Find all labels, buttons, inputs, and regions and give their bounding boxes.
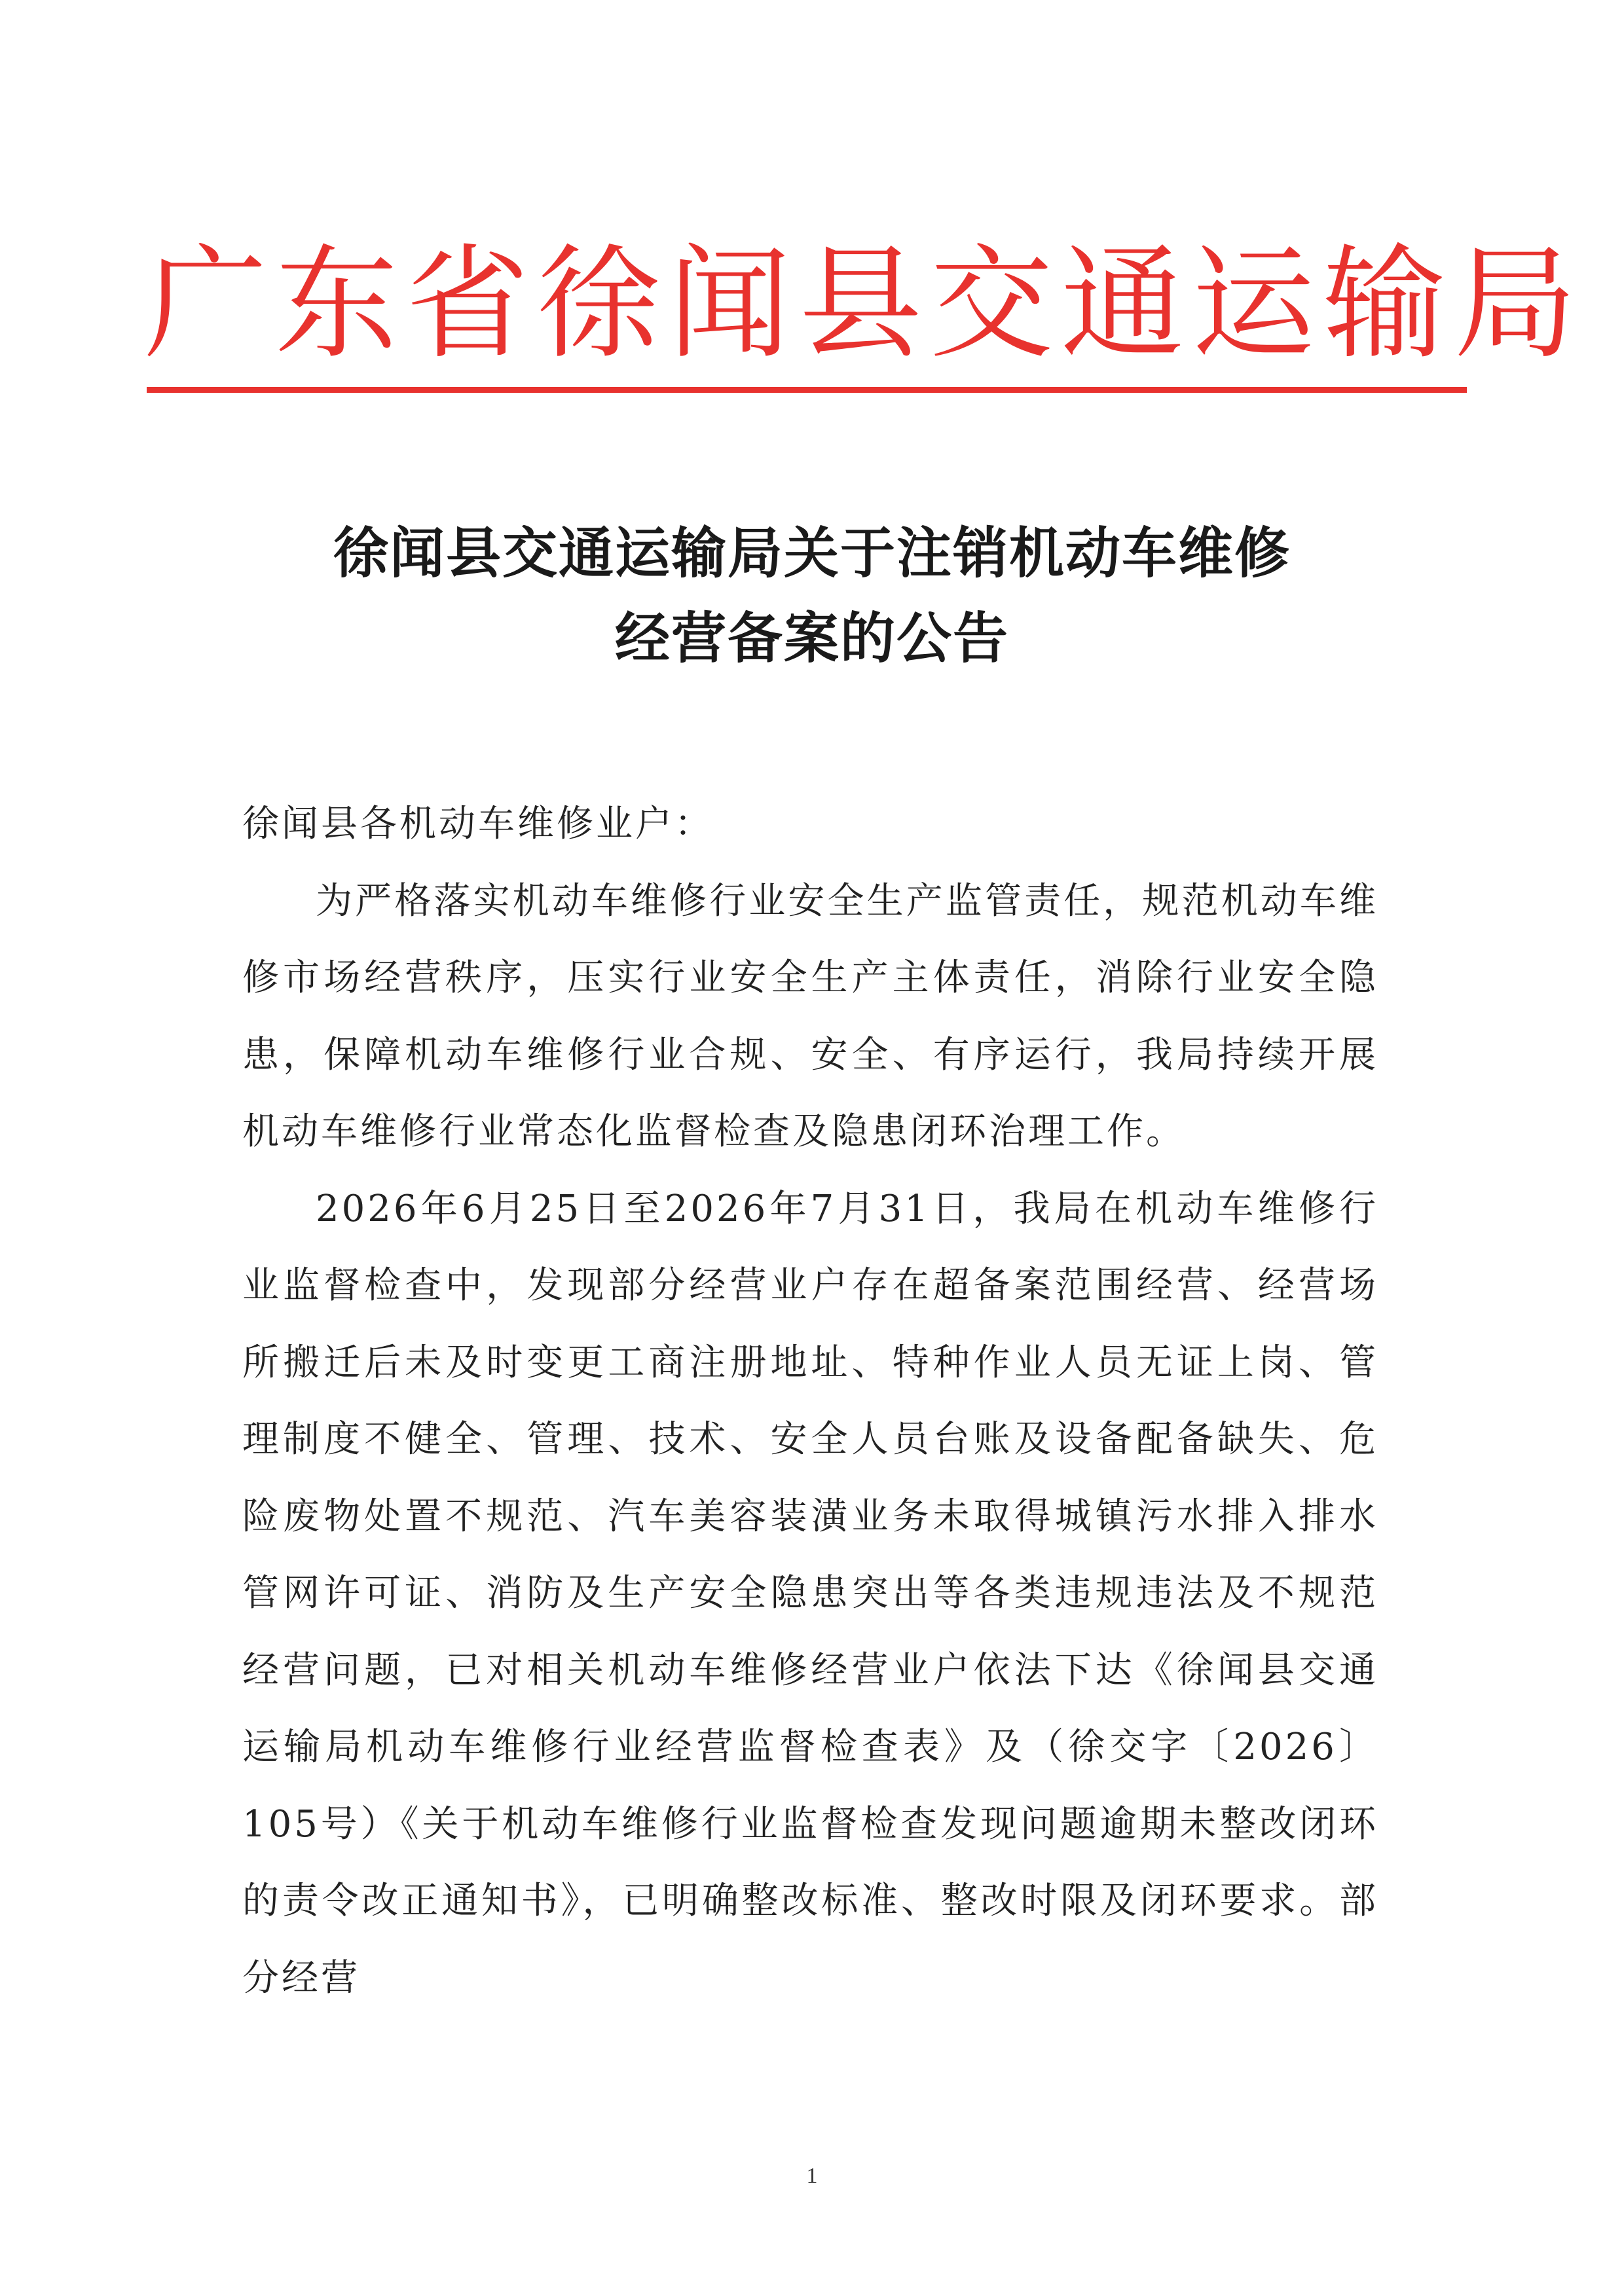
page-number: 1 <box>806 2164 818 2188</box>
document-title-line-1: 徐闻县交通运输局关于注销机动车维修 <box>333 520 1291 585</box>
document-title <box>131 511 1493 681</box>
document-title-line-2: 经营备案的公告 <box>614 606 1009 670</box>
salutation: 徐闻县各机动车维修业户： <box>242 803 714 845</box>
document-body <box>242 786 1378 2016</box>
body-paragraph-2: 2026年6月25日至2026年7月31日，我局在机动车维修行业监督检查中，发现部分经营业户存在超备案范围经营、经营场所搬迁后未及时变更工商注册地址、特种作业人员无证上岗、管理制度不健全、管理、技术、安全人员台账及设备配备缺失、危险废物处置不规范、汽车美容装潢业务未取得城镇污水排入排水管网许可证、消防及生产安全隐患突出等各类违规违法及不规范经营问题，已对相关机动车维修经营业户依法下达《徐闻县交通运输局机动车维修行业经营监督检查表》及（徐交字〔2026〕105号）《关于机动车维修行业监督检查发现问题逾期未整改闭环的责令改正通知书》，已明确整改标准、整改时限及闭环要求。部分经营 <box>242 1187 1378 1999</box>
body-paragraph-1: 为严格落实机动车维修行业安全生产监管责任，规范机动车维修市场经营秩序，压实行业安全生产主体责任，消除行业安全隐患，保障机动车维修行业合规、安全、有序运行，我局持续开展机动车维修行业常态化监督检查及隐患闭环治理工作。 <box>242 879 1378 1153</box>
issuing-authority-header: 广东省徐闻县交通运输局 <box>144 232 1585 376</box>
header-red-rule <box>147 387 1467 393</box>
